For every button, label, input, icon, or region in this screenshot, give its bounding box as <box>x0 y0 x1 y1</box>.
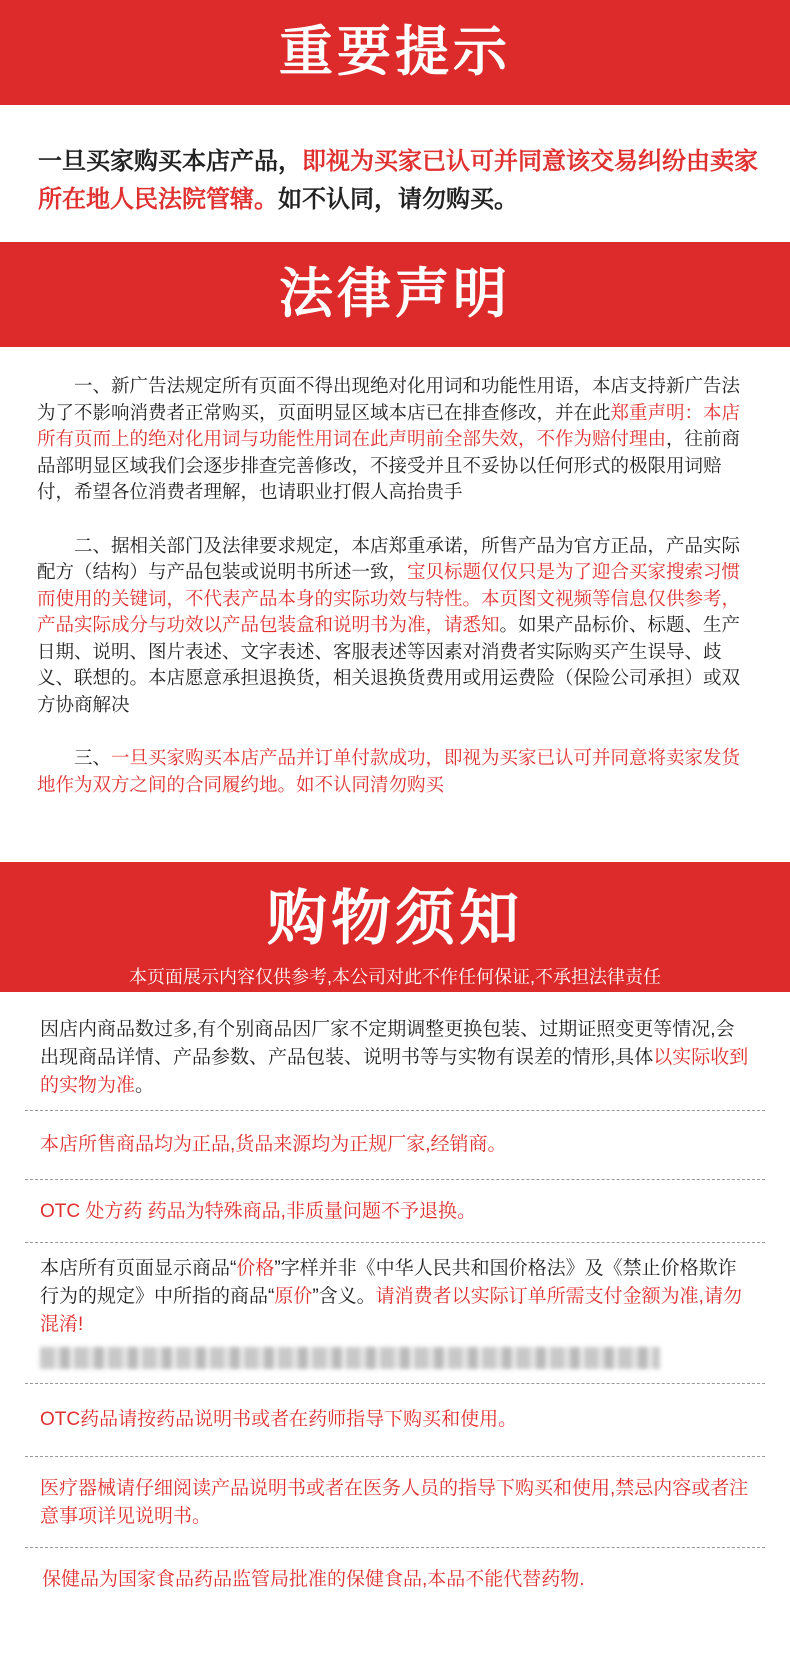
highlight: 原价 <box>274 1286 313 1307</box>
highlight: 郑重声明：本店所有页而上的绝对化用词与功能性用词在此声明前全部失效，不作为赔付理由 <box>37 401 741 449</box>
text: ”字样并非《中华人民共和国价格法》及《禁止价格欺诈行为的规定》中所指的商品“ <box>40 1258 737 1307</box>
list-item: 保健品为国家食品药品监管局批准的保健食品,本品不能代替药物. <box>42 1569 585 1590</box>
list-item: OTC药品请按药品说明书或者在药师指导下购买和使用。 <box>40 1409 518 1430</box>
notice-text: 一旦买家购买本店产品， <box>38 148 302 175</box>
list-item <box>20 992 770 1110</box>
important-header: 重要提示 <box>0 0 790 105</box>
shopping-notice-list <box>0 992 790 1612</box>
text: 一、新广告法规定所有页面不得出现绝对化用词和功能性用语，本店支持新广告法为了不影响消费者正常购买，页面明显区域本店已在排查修改，并在此 <box>37 375 741 423</box>
text: 本店所有页面显示商品“ <box>40 1258 237 1279</box>
highlight: 一旦买家购买本店产品并订单付款成功，即视为买家已认可并同意将卖家发货地作为双方之间的合同履约地。如不认同清勿购买 <box>37 747 741 795</box>
shopping-title: 购物须知 <box>267 885 523 952</box>
text: ，往前商品部明显区域我们会逐步排查完善修改，不接受并且不妥协以任何形式的极限用词赔付，希望各位消费者理解，也请职业打假人高抬贵手 <box>37 428 741 502</box>
notice-text-end: 如不认同，请勿购买。 <box>278 186 518 213</box>
highlight: 请消费者以实际订单所需支付金额为准,请勿混淆! <box>40 1286 742 1335</box>
list-item <box>20 1243 770 1383</box>
notice-highlight: 即视为买家已认可并同意该交易纠纷由卖家所在地人民法院管辖。 <box>38 148 758 213</box>
highlight: 宝贝标题仅仅只是为了迎合买家搜索习惯而使用的关键词，不代表产品本身的实际功效与特性。本页图文视频等信息仅供参考，产品实际成分与功效以产品包装盒和说明书为准，请悉知 <box>37 561 741 635</box>
legal-paragraph-2 <box>37 533 753 719</box>
blurred-text <box>40 1347 660 1369</box>
legal-paragraph-3 <box>37 745 753 798</box>
highlight: 以实际收到的实物为准 <box>40 1047 749 1096</box>
shopping-header <box>0 862 790 992</box>
important-notice <box>0 105 790 242</box>
list-item: 本店所售商品均为正品,货品来源均为正规厂家,经销商。 <box>40 1134 507 1155</box>
list-item: 医疗器械请仔细阅读产品说明书或者在医务人员的指导下购买和使用,禁忌内容或者注意事项详见说明书。 <box>40 1478 749 1527</box>
text: 。如果产品标价、标题、生产日期、说明、图片表述、文字表述、客服表述等因素对消费者实际购买产生误导、歧义、联想的。本店愿意承担退换货，相关退换货费用或用运费险（保险公司承担）或双方协商解决 <box>37 614 741 715</box>
highlight: 价格 <box>236 1258 275 1279</box>
text: 因店内商品数过多,有个别商品因厂家不定期调整更换包装、过期证照变更等情况,会出现商品详情、产品参数、产品包装、说明书等与实物有误差的情形,具体 <box>40 1019 735 1068</box>
legal-statement <box>0 347 790 862</box>
text: 二、据相关部门及法律要求规定，本店郑重承诺，所售产品为官方正品，产品实际配方（结构）与产品包装或说明书所述一致， <box>37 534 741 582</box>
text: 三、 <box>74 747 112 768</box>
list-item: OTC 处方药 药品为特殊商品,非质量问题不予退换。 <box>40 1201 476 1222</box>
legal-header: 法律声明 <box>0 242 790 347</box>
text: ”含义。 <box>312 1286 376 1307</box>
legal-paragraph-1 <box>37 373 753 506</box>
shopping-subtitle: 本页面展示内容仅供参考,本公司对此不作任何保证,不承担法律责任 <box>129 967 661 987</box>
text: 。 <box>135 1075 155 1096</box>
